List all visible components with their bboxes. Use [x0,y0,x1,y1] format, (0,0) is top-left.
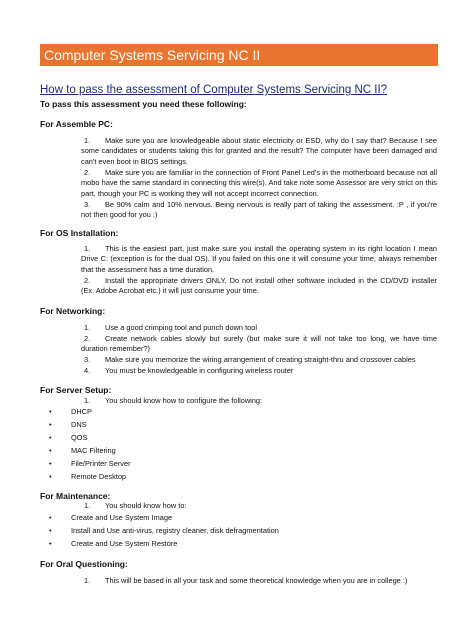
section-heading-networking: For Networking: [40,306,106,316]
section-heading-assemble: For Assemble PC: [40,119,113,129]
list-item: 2. Install the appropriate drivers ONLY, Do not install other software included in the CD/DVD installer (Ex. Adobe Acrobat etc.) it will just consume your time. [81,276,437,296]
list-item: 1. Use a good crimping tool and punch down tool [84,323,258,332]
list-item: 4. You must be knowledgeable in configuring wireless router [84,366,294,375]
bullet-item: • Create and Use System Image [49,513,173,522]
bullet-item: • Remote Desktop [49,472,127,481]
bullet-item: • DHCP [49,407,92,416]
document-subtitle: How to pass the assessment of Computer Systems Servicing NC II? [40,84,388,96]
list-item: 1. You should know how to: [84,501,187,510]
list-item: 3. Be 90% calm and 10% nervous. Being nervous is really part of taking the assessment. :P , if you're not then good for you :) [81,200,437,220]
list-item: 1. This is the easiest part, just make sure you install the operating system in its right location I mean Drive C: (exception is for the dual OS). If you failed on this one it will consume your time, always remember that the assessment has a time duration. [81,244,437,274]
section-heading-oral: For Oral Questioning: [40,559,128,569]
list-item: 2. Create network cables slowly but surely (but make sure it will not take too long, we have time duration remember?) [81,334,437,354]
intro-text: To pass this assessment you need these following: [40,99,247,109]
section-heading-maintenance: For Maintenance: [40,491,111,501]
bullet-item: • Create and Use System Restore [49,539,178,548]
document-title: Computer Systems Servicing NC II [40,44,438,66]
bullet-item: • QOS [49,433,88,442]
list-item: 2. Make sure you are familiar in the connection of Front Panel Led's in the motherboard because not all mobo have the same standard in connecting this wire(s). And take note some Assessor are very strict on this part, though your PC is working they will not accept incorrect connection. [81,168,437,198]
bullet-item: • DNS [49,420,87,429]
bullet-item: • MAC Filtering [49,446,116,455]
section-heading-server: For Server Setup: [40,385,112,395]
bullet-item: • File/Printer Server [49,459,131,468]
section-heading-os: For OS Installation: [40,228,119,238]
bullet-item: • Install and Use anti-virus, registry cleaner, disk defragmentation [49,526,279,535]
list-item: 1. Make sure you are knowledgeable about static electricity or ESD, why do I say that? Because I see some candidates or students taking this for granted and the result? The computer have been damaged and can't even boot in BIOS settings. [81,136,437,166]
list-item: 1. This will be based in all your task and some theoretical knowledge when you are in college :) [84,576,408,585]
list-item: 1. You should know how to configure the following: [84,396,263,405]
list-item: 3. Make sure you memorize the wiring arrangement of creating straight-thru and crossover cables [84,355,416,364]
